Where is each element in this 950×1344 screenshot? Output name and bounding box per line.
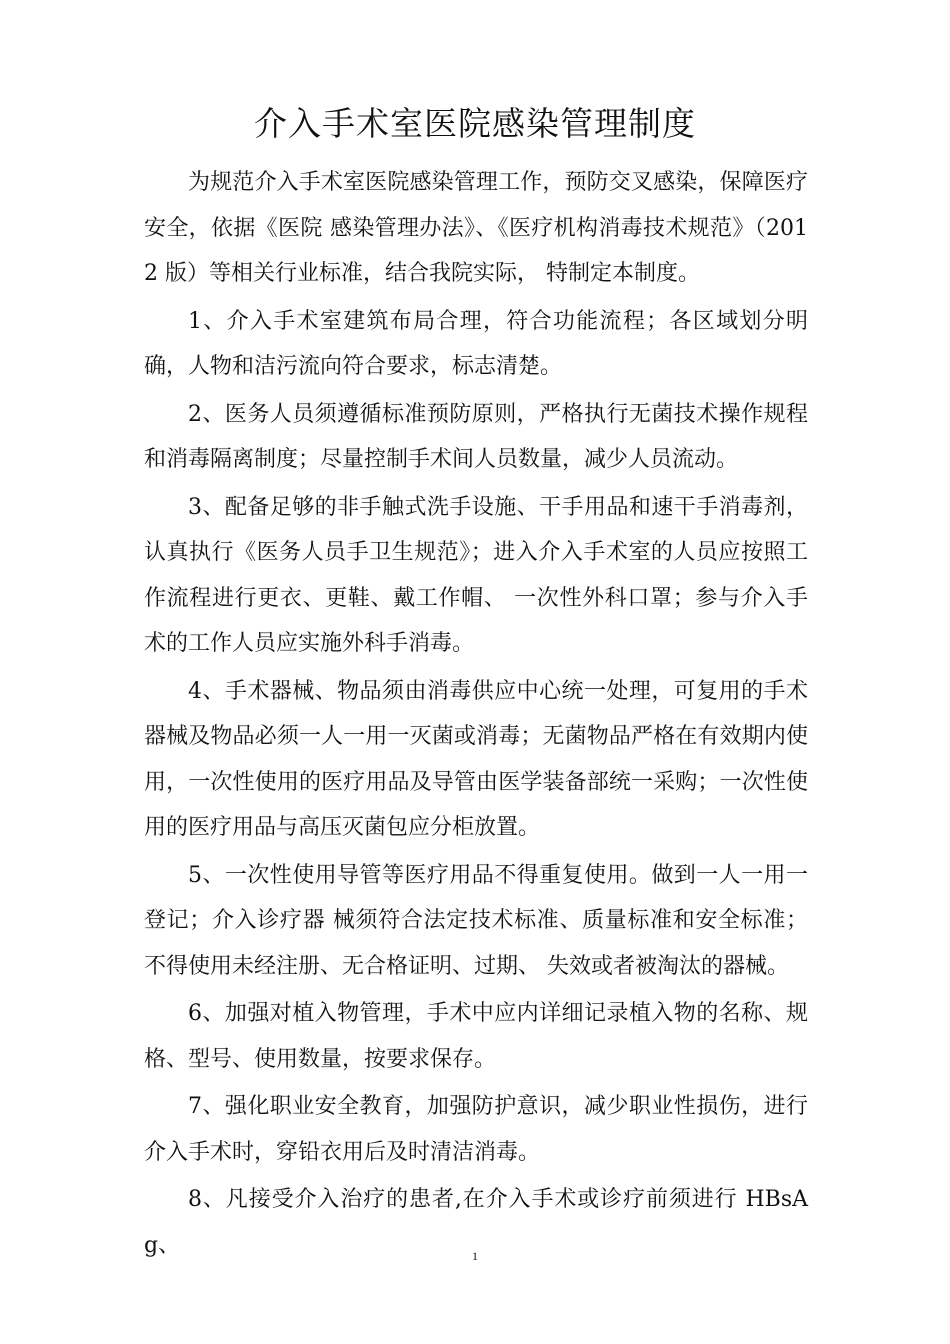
page-number: 1	[472, 1249, 478, 1263]
document-body	[144, 160, 808, 1270]
paragraph-item-1: 1、介入手术室建筑布局合理，符合功能流程；各区域划分明确，人物和洁污流向符合要求，标志清楚。	[144, 308, 808, 379]
document-title: 介入手术室医院感染管理制度	[254, 104, 696, 143]
paragraph-intro: 为规范介入手术室医院感染管理工作，预防交叉感染，保障医疗安全，依据《医院 感染管理办法》、《医疗机构消毒技术规范》（2012 版）等相关行业标准，结合我院实际， 特制定本制度。	[144, 170, 808, 286]
paragraph-item-6: 6、加强对植入物管理，手术中应内详细记录植入物的名称、规格、型号、使用数量，按要求保存。	[144, 1001, 808, 1072]
paragraph-item-8: 8、凡接受介入治疗的患者,在介入手术或诊疗前须进行 HBsAg、	[144, 1187, 808, 1258]
paragraph-item-5: 5、一次性使用导管等医疗用品不得重复使用。做到一人一用一登记；介入诊疗器 械须符合法定技术标准、质量标准和安全标准；不得使用未经注册、无合格证明、过期、 失效或者被淘汰的器械。	[144, 862, 808, 979]
paragraph-item-3: 3、配备足够的非手触式洗手设施、干手用品和速干手消毒剂，认真执行《医务人员手卫生规范》；进入介入手术室的人员应按照工作流程进行更衣、更鞋、戴工作帽、 一次性外科口罩；参与介入手术的工作人员应实施外科手消毒。	[144, 494, 808, 656]
paragraph-item-2: 2、医务人员须遵循标准预防原则，严格执行无菌技术操作规程和消毒隔离制度；尽量控制手术间人员数量，减少人员流动。	[144, 401, 808, 472]
paragraph-item-4: 4、手术器械、物品须由消毒供应中心统一处理，可复用的手术器械及物品必须一人一用一灭菌或消毒；无菌物品严格在有效期内使用，一次性使用的医疗用品及导管由医学装备部统一采购；一次性使用的医疗用品与高压灭菌包应分柜放置。	[144, 678, 808, 840]
paragraph-item-7: 7、强化职业安全教育，加强防护意识，减少职业性损伤，进行介入手术时，穿铅衣用后及时清洁消毒。	[144, 1094, 808, 1165]
